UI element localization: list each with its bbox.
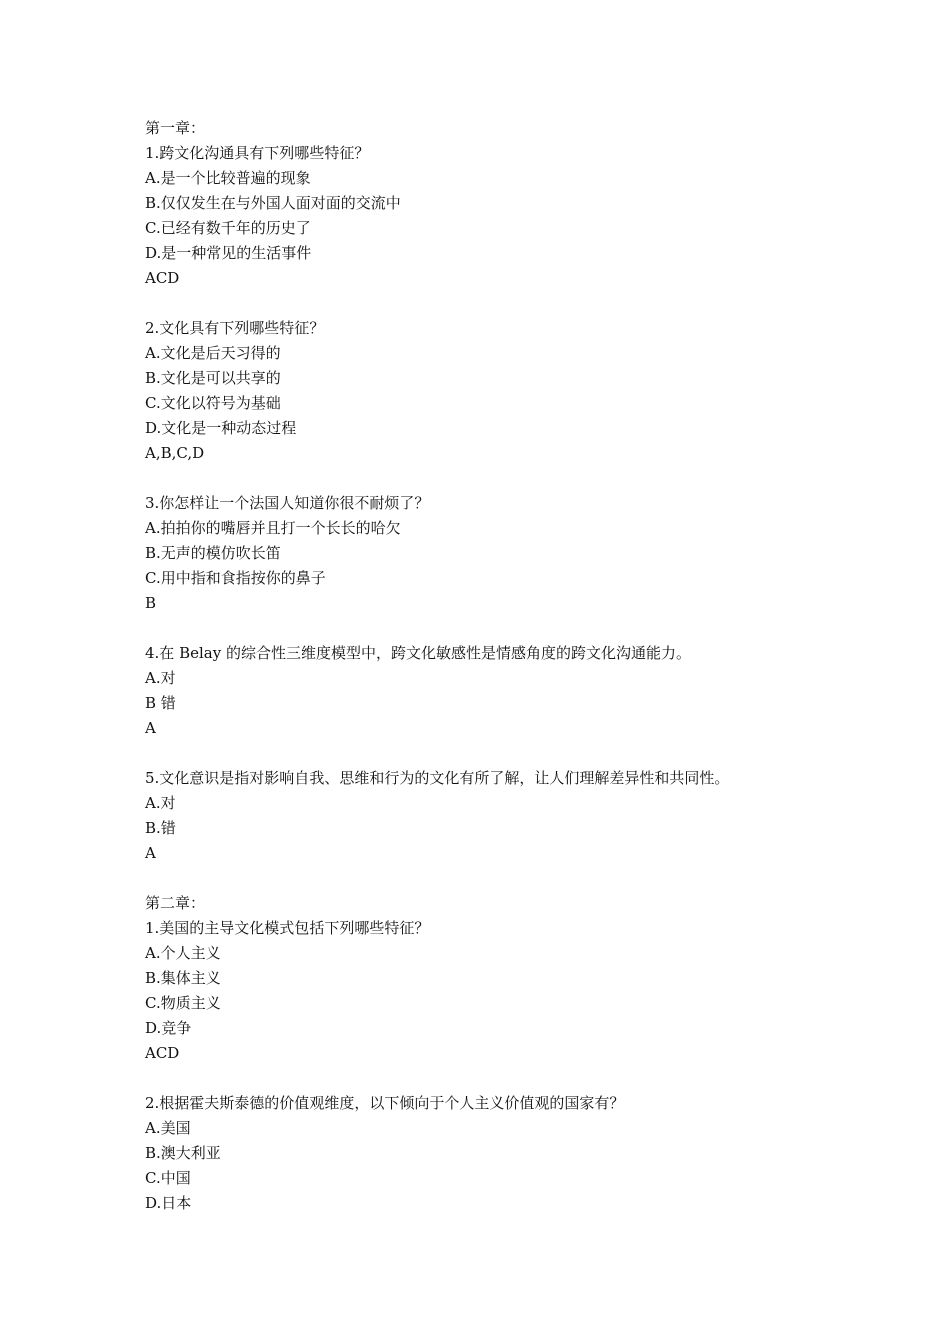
spacer [145, 616, 905, 641]
option-c: C.文化以符号为基础 [145, 394, 281, 412]
question-1-4 [145, 641, 905, 741]
option-c: C.已经有数千年的历史了 [145, 219, 311, 237]
spacer [145, 1066, 905, 1091]
question-stem: 2.文化具有下列哪些特征？ [145, 319, 325, 337]
question-stem: 1.美国的主导文化模式包括下列哪些特征？ [145, 919, 430, 937]
option-a: A.对 [145, 669, 176, 687]
chapter-1 [145, 116, 905, 891]
chapter-heading: 第二章： [145, 894, 206, 912]
option-d: D.日本 [145, 1194, 192, 1212]
answer: A [145, 844, 156, 862]
option-c: C.物质主义 [145, 994, 221, 1012]
question-stem: 5.文化意识是指对影响自我、思维和行为的文化有所了解，让人们理解差异性和共同性。 [145, 769, 730, 787]
question-2-2 [145, 1091, 905, 1216]
answer: ACD [145, 269, 180, 287]
option-d: D.文化是一种动态过程 [145, 419, 297, 437]
option-d: D.是一种常见的生活事件 [145, 244, 312, 262]
option-b: B.澳大利亚 [145, 1144, 221, 1162]
question-1-1 [145, 141, 905, 291]
option-b: B.无声的模仿吹长笛 [145, 544, 281, 562]
spacer [145, 866, 905, 891]
option-b: B.文化是可以共享的 [145, 369, 281, 387]
question-stem: 3.你怎样让一个法国人知道你很不耐烦了？ [145, 494, 430, 512]
option-a: A.美国 [145, 1119, 191, 1137]
document-body [145, 116, 905, 1216]
question-2-1 [145, 916, 905, 1066]
option-a: A.是一个比较普遍的现象 [145, 169, 311, 187]
question-stem: 4.在 Belay 的综合性三维度模型中，跨文化敏感性是情感角度的跨文化沟通能力。 [145, 644, 691, 662]
spacer [145, 291, 905, 316]
answer: A [145, 719, 156, 737]
question-1-5 [145, 766, 905, 866]
option-a: A.个人主义 [145, 944, 221, 962]
spacer [145, 466, 905, 491]
chapter-heading: 第一章： [145, 119, 206, 137]
question-1-2 [145, 316, 905, 466]
option-b: B.错 [145, 819, 176, 837]
question-1-3 [145, 491, 905, 616]
question-stem: 2.根据霍夫斯泰德的价值观维度，以下倾向于个人主义价值观的国家有？ [145, 1094, 625, 1112]
answer: ACD [145, 1044, 180, 1062]
option-a: A.对 [145, 794, 176, 812]
option-c: C.中国 [145, 1169, 191, 1187]
option-b: B 错 [145, 694, 176, 712]
answer: B [145, 594, 157, 612]
option-b: B.仅仅发生在与外国人面对面的交流中 [145, 194, 401, 212]
answer: A,B,C,D [145, 444, 205, 462]
option-b: B.集体主义 [145, 969, 221, 987]
question-stem: 1.跨文化沟通具有下列哪些特征？ [145, 144, 370, 162]
option-a: A.拍拍你的嘴唇并且打一个长长的哈欠 [145, 519, 401, 537]
option-d: D.竞争 [145, 1019, 192, 1037]
option-a: A.文化是后天习得的 [145, 344, 281, 362]
chapter-2 [145, 891, 905, 1216]
option-c: C.用中指和食指按你的鼻子 [145, 569, 326, 587]
spacer [145, 741, 905, 766]
